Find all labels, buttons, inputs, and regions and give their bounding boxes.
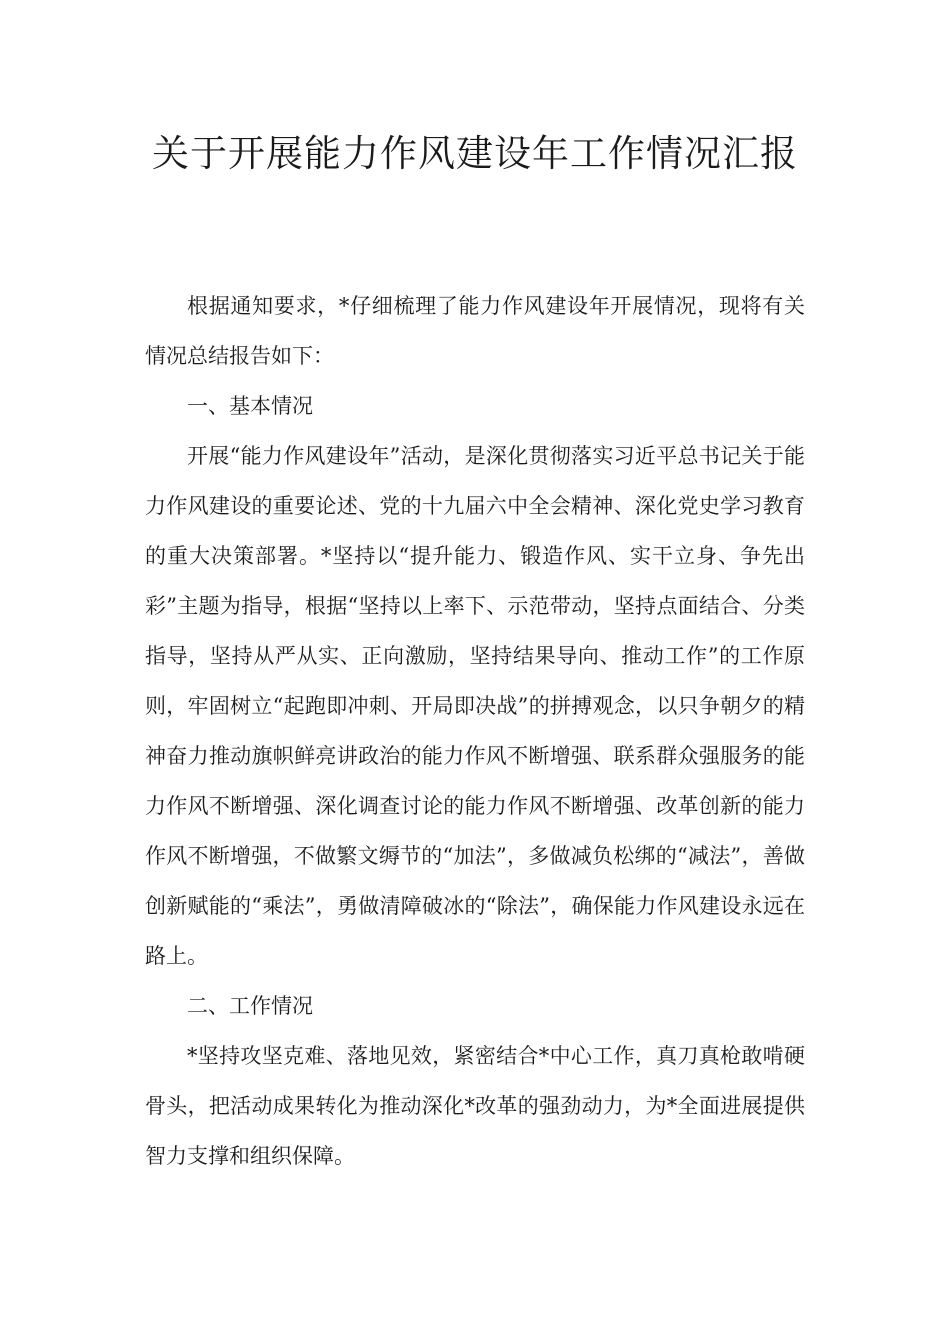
paragraph-intro: 根据通知要求，*仔细梳理了能力作风建设年开展情况，现将有关情况总结报告如下： bbox=[145, 294, 805, 368]
document-body bbox=[145, 281, 805, 1181]
section-heading-basic: 一、基本情况 bbox=[187, 394, 313, 418]
section-heading-work: 二、工作情况 bbox=[187, 994, 313, 1018]
paragraph-work-situation: *坚持攻坚克难、落地见效，紧密结合*中心工作，真刀真枪敢啃硬骨头，把活动成果转化为推动深化*改革的强劲动力，为*全面进展提供智力支撑和组织保障。 bbox=[145, 1044, 805, 1168]
paragraph-basic-situation: 开展“能力作风建设年”活动，是深化贯彻落实习近平总书记关于能力作风建设的重要论述、党的十九届六中全会精神、深化党史学习教育的重大决策部署。*坚持以“提升能力、锻造作风、实干立身、争先出彩”主题为指导，根据“坚持以上率下、示范带动，坚持点面结合、分类指导，坚持从严从实、正向激励，坚持结果导向、推动工作”的工作原则，牢固树立“起跑即冲刺、开局即决战”的拼搏观念，以只争朝夕的精神奋力推动旗帜鲜亮讲政治的能力作风不断增强、联系群众强服务的能力作风不断增强、深化调查讨论的能力作风不断增强、改革创新的能力作风不断增强，不做繁文缛节的“加法”，多做减负松绑的“减法”，善做创新赋能的“乘法”，勇做清障破冰的“除法”，确保能力作风建设永远在路上。 bbox=[145, 444, 805, 968]
document-title: 关于开展能力作风建设年工作情况汇报 bbox=[152, 132, 798, 175]
